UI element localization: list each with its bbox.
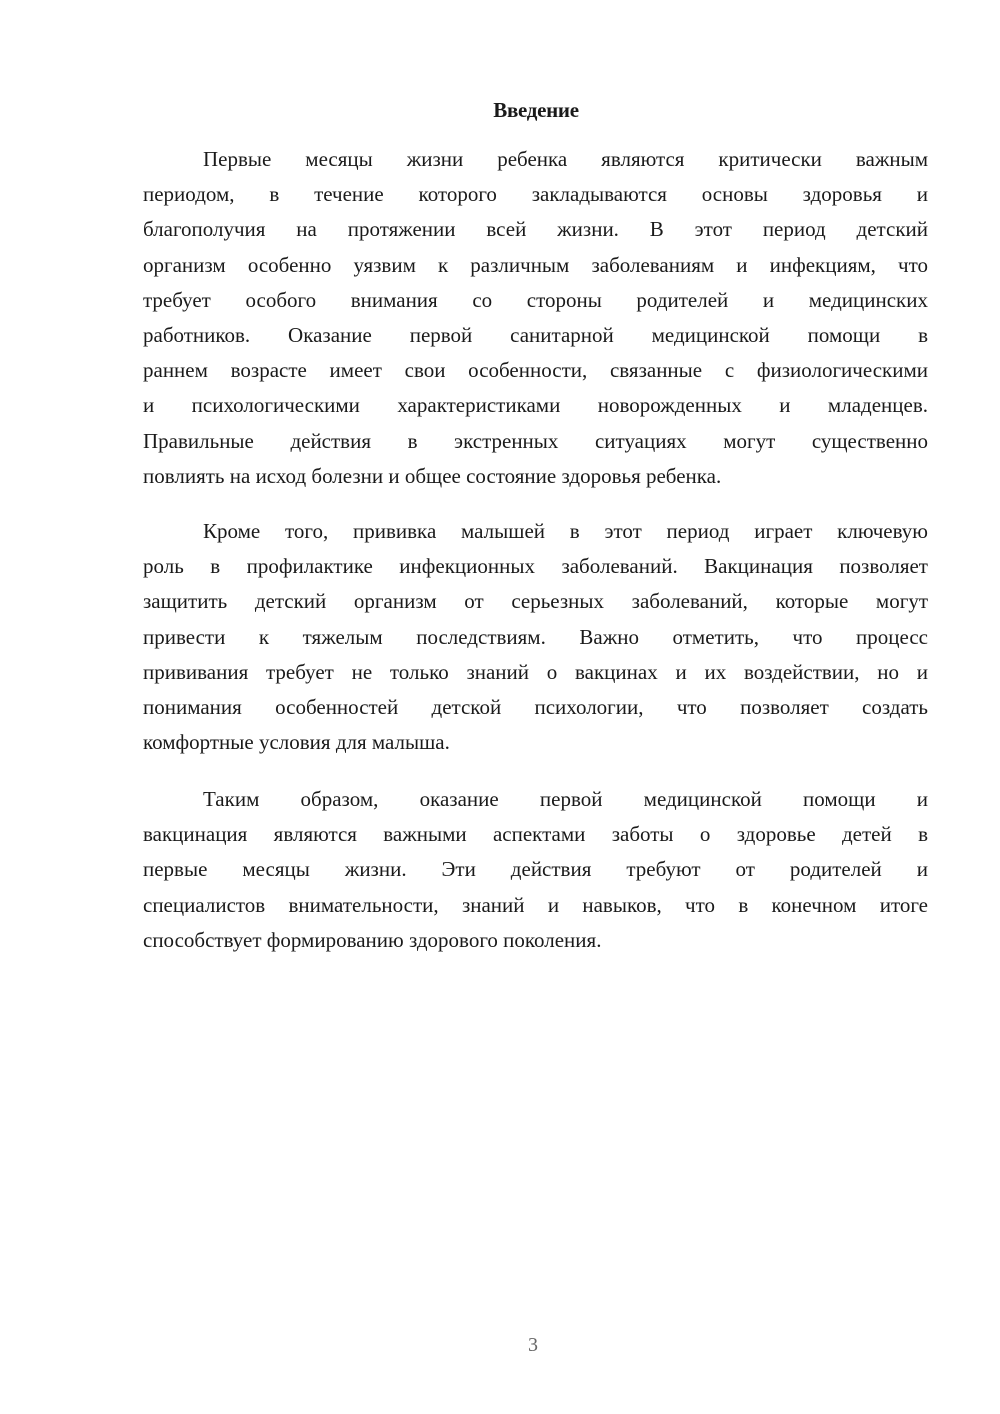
text-line: Таким образом, оказание первой медицинской помощи и: [203, 787, 928, 811]
text-line: вакцинация являются важными аспектами заботы о здоровье детей в: [143, 822, 928, 847]
section-heading: Введение: [493, 98, 579, 122]
text-line: Правильные действия в экстренных ситуациях могут существенно: [143, 428, 928, 453]
text-line: благополучия на протяжении всей жизни. В этот период детский: [143, 217, 928, 242]
text-line: специалистов внимательности, знаний и навыков, что в конечном итоге: [143, 892, 928, 917]
text-line: защитить детский организм от серьезных заболеваний, которые могут: [143, 589, 928, 614]
text-line: организм особенно уязвим к различным заболеваниям и инфекциям, что: [143, 252, 928, 277]
text-line: комфортные условия для малыша.: [143, 730, 450, 755]
text-line: первые месяцы жизни. Эти действия требуют от родителей и: [143, 857, 928, 882]
text-line: роль в профилактике инфекционных заболеваний. Вакцинация позволяет: [143, 554, 928, 579]
text-line: требует особого внимания со стороны родителей и медицинских: [143, 287, 928, 312]
page-number: 3: [528, 1334, 538, 1356]
text-line: работников. Оказание первой санитарной медицинской помощи в: [143, 322, 928, 347]
text-line: и психологическими характеристиками новорожденных и младенцев.: [143, 393, 928, 418]
text-line: повлиять на исход болезни и общее состояние здоровья ребенка.: [143, 463, 722, 488]
paragraph-1: [143, 142, 928, 494]
text-line: привести к тяжелым последствиям. Важно отметить, что процесс: [143, 624, 928, 649]
text-line: Кроме того, прививка малышей в этот период играет ключевую: [203, 519, 928, 543]
paragraph-2: [143, 514, 928, 760]
paragraph-3: [143, 782, 928, 958]
text-line: периодом, в течение которого закладываются основы здоровья и: [143, 182, 928, 207]
text-line: прививания требует не только знаний о вакцинах и их воздействии, но и: [143, 659, 928, 684]
text-line: Первые месяцы жизни ребенка являются критически важным: [203, 147, 928, 171]
text-line: раннем возрасте имеет свои особенности, связанные с физиологическими: [143, 358, 928, 383]
text-line: способствует формированию здорового поколения.: [143, 927, 602, 952]
text-line: понимания особенностей детской психологии, что позволяет создать: [143, 694, 928, 719]
